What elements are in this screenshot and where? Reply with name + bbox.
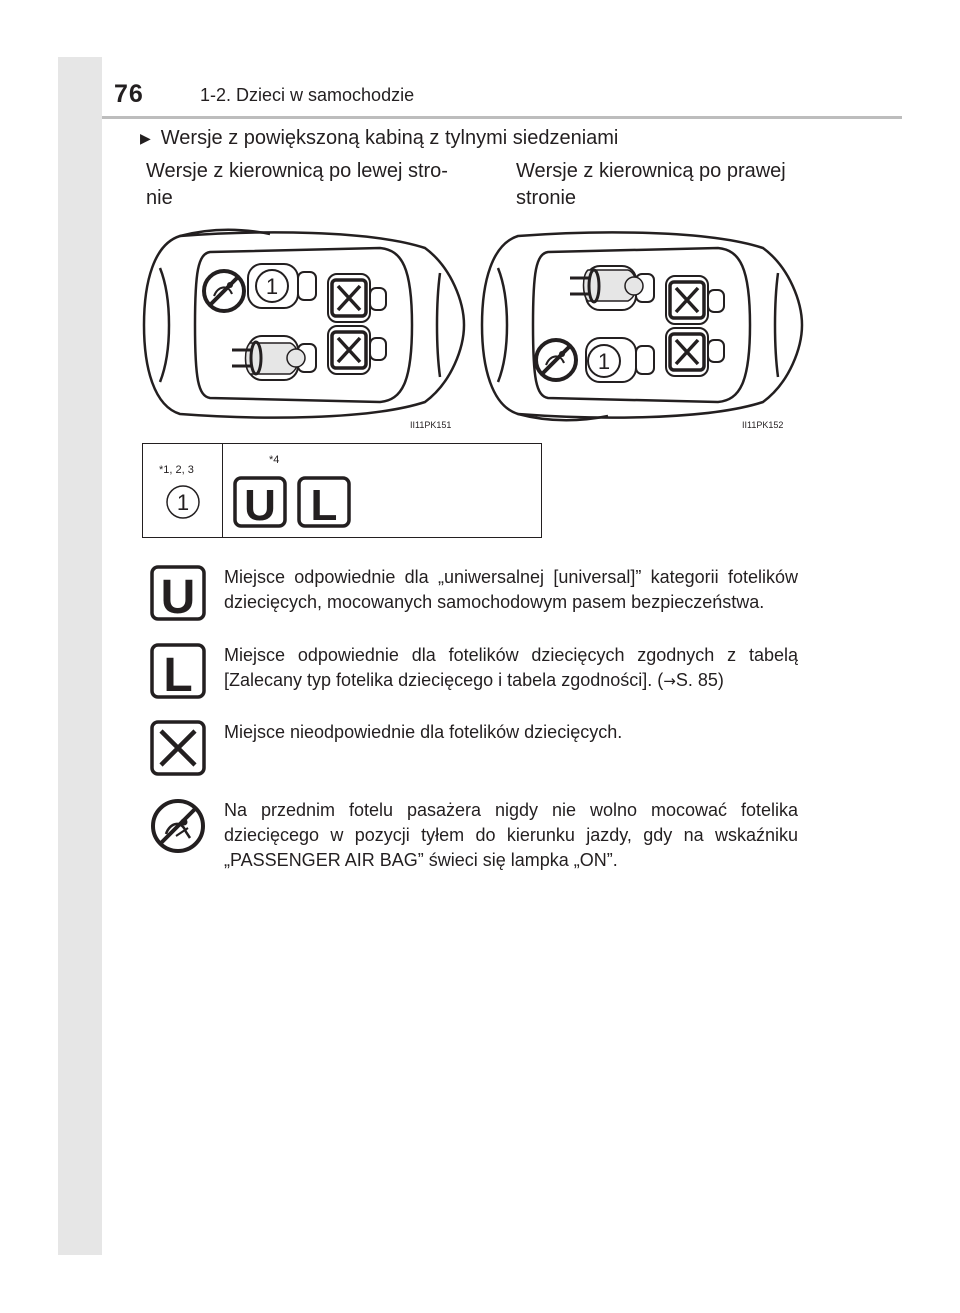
table-letter-l: L: [310, 481, 338, 528]
page-number: 76: [114, 80, 144, 108]
x-mark-icon: [332, 332, 366, 368]
legend-l-text-main: Miejsce odpowiednie dla fotelików dziecięcych zgodnych z tabelą [Zalecany typ fotelika dziecięcego i tabela zgodności]. (: [224, 645, 798, 690]
legend-row-l: [150, 643, 800, 703]
table-letter-u: U: [244, 481, 276, 528]
section-title-text: Wersje z powiększoną kabiną z tylnymi siedzeniami: [160, 127, 619, 149]
x-mark-icon: [670, 334, 704, 370]
legend-row-x: [150, 720, 800, 780]
list-l-icon: [297, 476, 351, 528]
legend-x-text: Miejsce nieodpowiednie dla fotelików dziecięcych.: [224, 722, 623, 742]
legend-row-u: [150, 565, 800, 625]
legend-u-text: Miejsce odpowiednie dla „uniwersalnej [universal]” kategorii fotelików dziecięcych, mocowanych samochodowym pasem bezpieczeństwa.: [224, 567, 798, 612]
list-l-icon: [150, 643, 206, 699]
no-rear-facing-seat-icon: [204, 271, 244, 311]
page-sidebar: [58, 57, 102, 1255]
arrow-right-icon: →: [663, 672, 676, 690]
note-right: *4: [269, 454, 280, 466]
section-title: [140, 127, 618, 150]
left-image-code: II11PK151: [410, 420, 452, 430]
note-left: *1, 2, 3: [159, 464, 194, 476]
x-mark-icon: [670, 282, 704, 318]
triangle-bullet-icon: ▶: [140, 130, 151, 146]
seat-position-circle: [165, 484, 201, 520]
universal-u-icon: [233, 476, 287, 528]
car-diagram-right: [478, 228, 808, 423]
legend-letter-u: U: [160, 571, 196, 621]
legend-letter-l: L: [163, 649, 193, 699]
left-column-label: Wersje z kierownicą po lewej stro- nie: [146, 160, 448, 209]
table-seat-number: 1: [176, 490, 190, 515]
universal-u-icon: [150, 565, 206, 621]
legend-no-rear-text: Na przednim fotelu pasażera nigdy nie wolno mocować fotelika dziecięcego w pozycji tyłem do kierunku jazdy, gdy na wskaźniku „PASSENGER AIR BAG” świeci się lampka „ON”.: [224, 800, 798, 870]
car-diagram-left: [140, 228, 470, 423]
x-mark-icon: [332, 280, 366, 316]
seat-legend-table: [142, 443, 542, 538]
legend-row-no-rear: [150, 798, 800, 878]
header-rule: [102, 116, 902, 119]
no-rear-facing-seat-icon: [150, 798, 206, 854]
page-reference-link[interactable]: S. 85): [675, 670, 724, 690]
x-mark-icon: [150, 720, 206, 776]
chapter-title: 1-2. Dzieci w samochodzie: [200, 85, 415, 105]
seat-number-label: 1: [265, 274, 279, 299]
table-divider: [222, 444, 223, 537]
driver-figure-icon: [232, 342, 305, 374]
seat-number-label: 1: [597, 349, 611, 374]
driver-figure-icon: [570, 270, 643, 302]
legend-l-text: [224, 643, 798, 694]
right-image-code: II11PK152: [742, 420, 784, 430]
right-column-label: Wersje z kierownicą po prawej stronie: [516, 160, 786, 209]
no-rear-facing-seat-icon: [536, 340, 576, 380]
